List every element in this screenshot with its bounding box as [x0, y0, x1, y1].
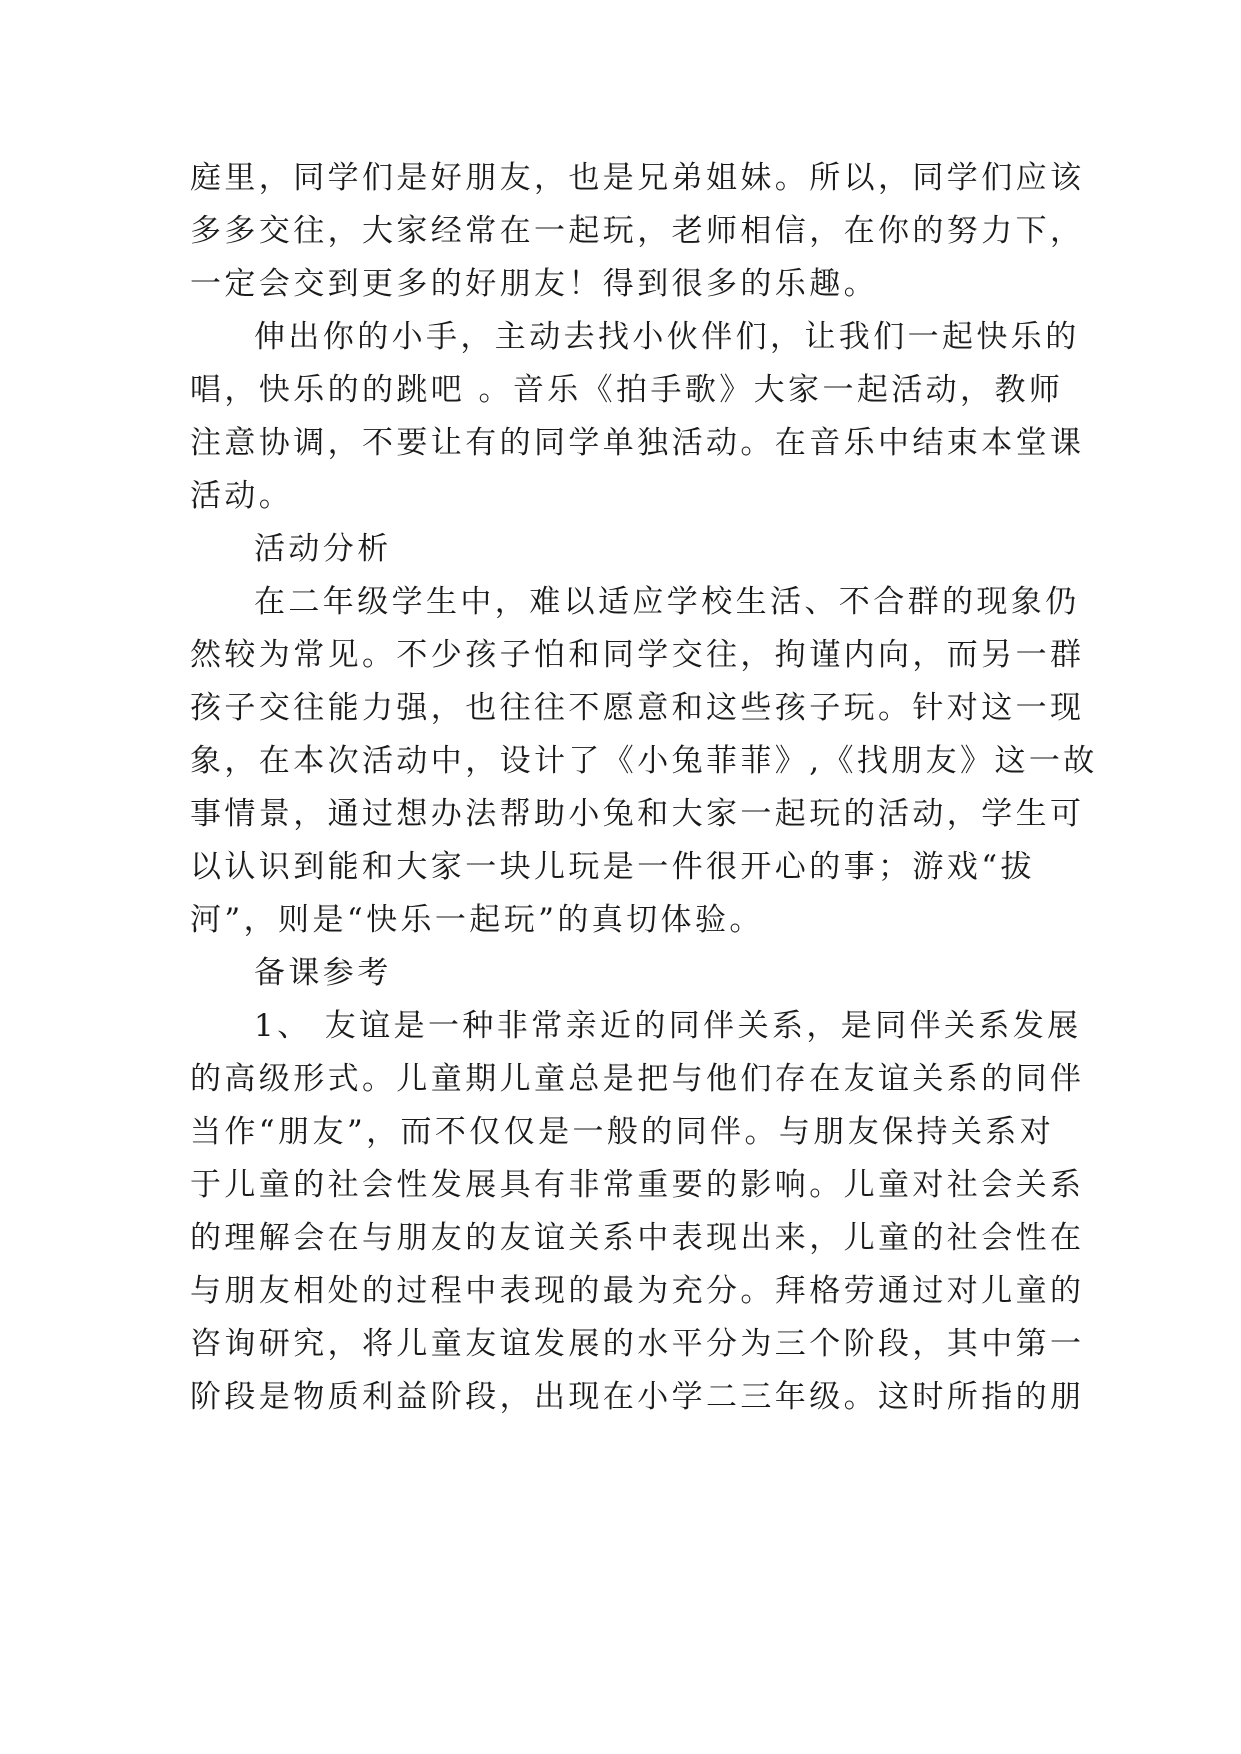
- paragraph-start-line: 1、 友谊是一种非常亲近的同伴关系，是同伴关系发展: [254, 1008, 1082, 1044]
- section-heading-activity-analysis: 活动分析: [254, 531, 392, 567]
- text-line: 于儿童的社会性发展具有非常重要的影响。儿童对社会关系: [190, 1167, 1085, 1203]
- text-line: 多多交往，大家经常在一起玩，老师相信，在你的努力下，: [190, 213, 1085, 249]
- text-line: 一定会交到更多的好朋友！得到很多的乐趣。: [190, 266, 878, 302]
- text-line: 河”，则是“快乐一起玩”的真切体验。: [190, 902, 764, 938]
- text-line: 的理解会在与朋友的友谊关系中表现出来，儿童的社会性在: [190, 1220, 1085, 1256]
- text-line: 庭里，同学们是好朋友，也是兄弟姐妹。所以，同学们应该: [190, 160, 1085, 196]
- text-line: 然较为常见。不少孩子怕和同学交往，拘谨内向，而另一群: [190, 637, 1085, 673]
- text-line: 咨询研究，将儿童友谊发展的水平分为三个阶段，其中第一: [190, 1326, 1085, 1362]
- text-line: 象，在本次活动中，设计了《小兔菲菲》,《找朋友》这一故: [190, 743, 1098, 779]
- text-line: 与朋友相处的过程中表现的最为充分。拜格劳通过对儿童的: [190, 1273, 1085, 1309]
- text-line: 事情景，通过想办法帮助小兔和大家一起玩的活动，学生可: [190, 796, 1085, 832]
- text-line: 当作“朋友”，而不仅仅是一般的同伴。与朋友保持关系对: [190, 1114, 1055, 1150]
- text-line: 以认识到能和大家一块儿玩是一件很开心的事；游戏“拔: [190, 849, 1035, 885]
- text-line: 活动。: [190, 478, 294, 514]
- text-line: 阶段是物质利益阶段，出现在小学二三年级。这时所指的朋: [190, 1379, 1085, 1415]
- text-line: 孩子交往能力强，也往往不愿意和这些孩子玩。针对这一现: [190, 690, 1085, 726]
- text-line: 唱，快乐的的跳吧 。音乐《拍手歌》大家一起活动，教师: [190, 372, 1064, 408]
- text-line: 的高级形式。儿童期儿童总是把与他们存在友谊关系的同伴: [190, 1061, 1085, 1097]
- paragraph-start-line: 在二年级学生中，难以适应学校生活、不合群的现象仍: [254, 584, 1080, 620]
- text-line: 注意协调，不要让有的同学单独活动。在音乐中结束本堂课: [190, 425, 1085, 461]
- section-heading-lesson-reference: 备课参考: [254, 955, 392, 991]
- paragraph-start-line: 伸出你的小手，主动去找小伙伴们，让我们一起快乐的: [254, 319, 1080, 355]
